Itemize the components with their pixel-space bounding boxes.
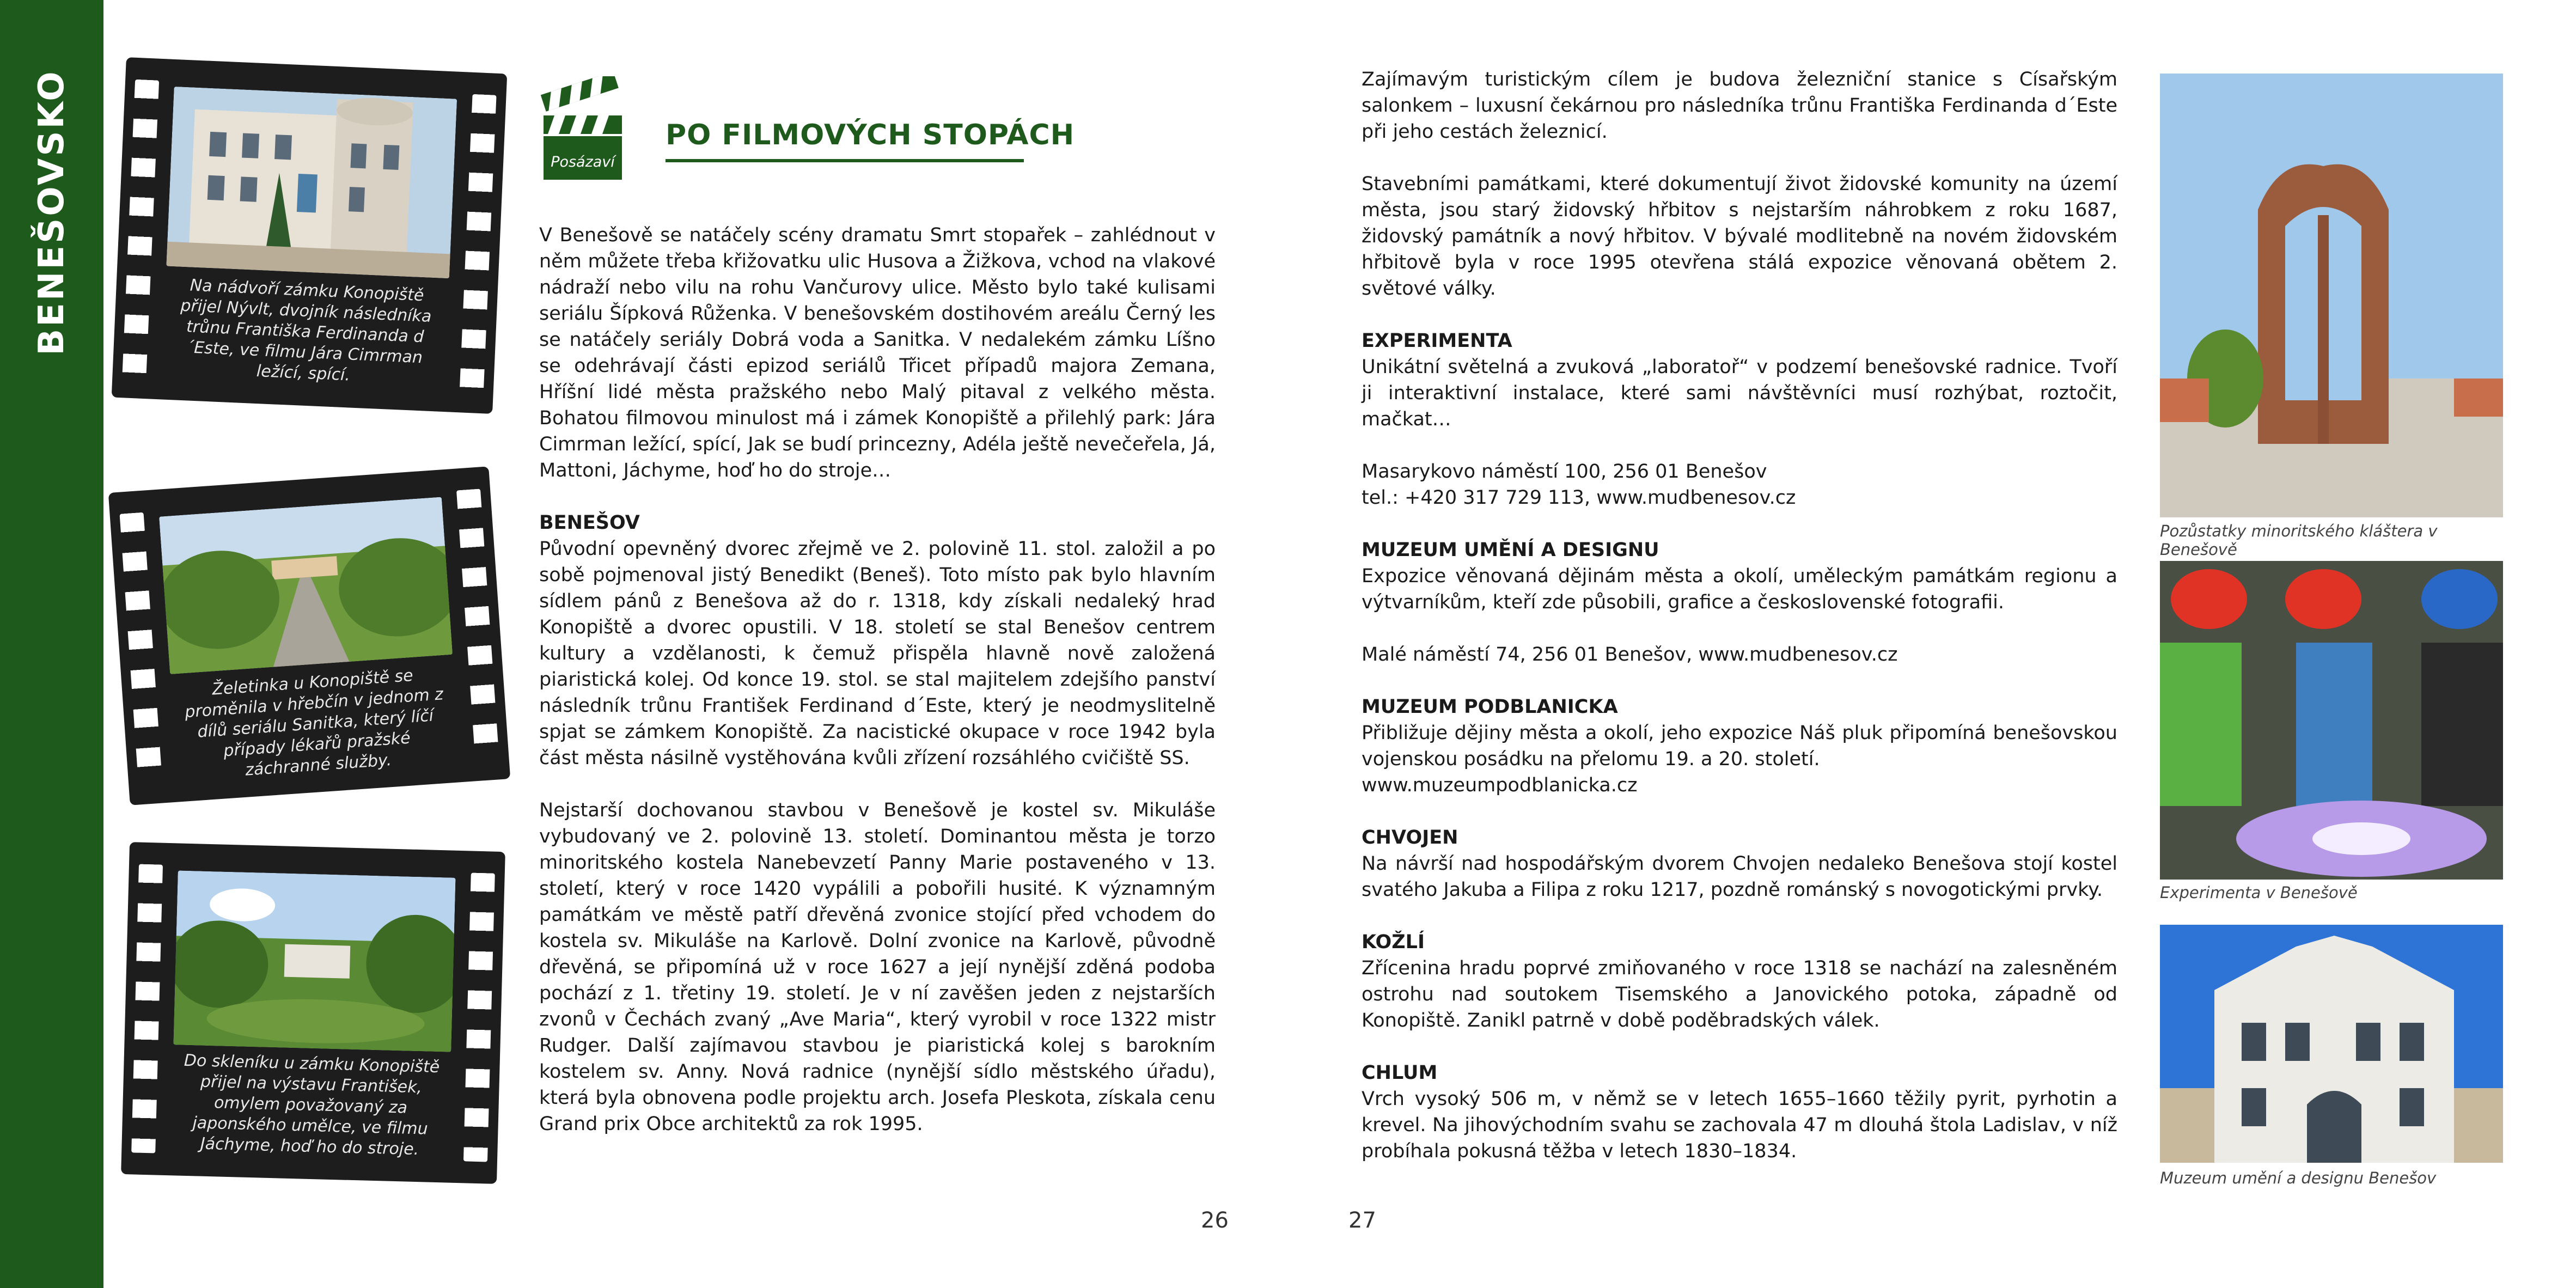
station-paragraph: Zajímavým turistickým cílem je budova železniční stanice s Císařským salonkem – luxusní čekárnou pro následníka trůnu Františka Ferdinanda d´Este při jeho cestách železnicí. bbox=[1362, 69, 2117, 143]
photo-konopiste-courtyard bbox=[166, 87, 457, 278]
photo-zeletinka-alley bbox=[159, 497, 453, 674]
museum-art-address: Malé náměstí 74, 256 01 Benešov, www.mudbenesov.cz bbox=[1362, 644, 1898, 666]
history-paragraph: Nejstarší dochovanou stavbou v Benešově je kostel sv. Mikuláše vybudovaný ve 2. polovině 13. století. Dominantou města je torzo minoritského kostela Nanebevzetí Panny Marie postaveného v 13. století, který v roce 1420 vypálili a pobořili husité. K významným památkám ve městě patří dřevěná zvonice stojící před vchodem do kostela sv. Mikuláše na Karlově. Dolní zvonice na Karlově, původně dřevěná, se připomíná už v roce 1627 a její nynější zděná podoba pochází z 1. třetiny 19. století. Je v ní zavěšen jeden z nejstarších zvonů v Čechách zvaný „Ave Maria“, který vyrobil v roce 1322 mistr Rudger. Další zajímavou stavbou je piaristická kolej s barokním kostelem sv. Anny. Nová radnice (nynější sídlo městského úřadu), která byla obnovena podle projektu arch. Josefa Pleskota, získala cenu Grand prix Obce architektů za rok 1995. bbox=[539, 799, 1216, 1135]
kozli-paragraph: Zřícenina hradu poprvé zmiňovaného v roce 1318 se nachází na zalesněném ostrohu nad soutokem Tisemského a Janovického potoka, západně od Konopiště. Zanikl patrně v době poděbradských válek. bbox=[1362, 957, 2117, 1031]
photo-caption-3: Muzeum umění a designu Benešov bbox=[2160, 1169, 2437, 1187]
experimenta-address: Masarykovo náměstí 100, 256 01 Benešov bbox=[1362, 461, 1767, 483]
heading-underline bbox=[666, 159, 1024, 162]
film-perforation bbox=[460, 94, 497, 392]
sidebar-title: BENEŠOVSKO bbox=[32, 69, 72, 356]
photo-museum-building bbox=[2160, 925, 2503, 1163]
left-text-column bbox=[539, 222, 1216, 1163]
section-title-chvojen: CHVOJEN bbox=[1362, 827, 1458, 849]
film-strip-1 bbox=[112, 57, 508, 414]
film-perforation bbox=[456, 489, 499, 759]
museum-art-paragraph: Expozice věnovaná dějinám města a okolí, uměleckým památkám regionu a výtvarníkům, kteří zde působili, grafice a československé fotografii. bbox=[1362, 565, 2117, 613]
photo-caption-1: Pozůstatky minoritského kláštera v Benešově bbox=[2160, 522, 2438, 559]
film-perforation bbox=[122, 80, 159, 377]
podblanicka-link[interactable]: www.muzeumpodblanicka.cz bbox=[1362, 774, 1638, 796]
photo-monastery-ruins bbox=[2160, 74, 2503, 517]
section-title-chlum: CHLUM bbox=[1362, 1062, 1438, 1084]
page-heading: PO FILMOVÝCH STOPÁCH bbox=[666, 119, 1075, 151]
film-caption-1: Na nádvoří zámku Konopiště přijel Nývlt, dvojník následníka trůnu Františka Ferdinanda d´Este, ve filmu Jára Cimrman ležící, spící. bbox=[180, 276, 432, 385]
film-strip-3 bbox=[121, 842, 505, 1184]
jewish-paragraph: Stavebními památkami, které dokumentují život židovské komunity na území města, jsou starý židovský hřbitov s nejstarším náhrobkem z roku 1687, židovský památník a nový hřbitov. V bývalé modlitebně na novém židovském hřbitově byla v roce 1995 otevřena stálá expozice věnovaná obětem 2. světové války. bbox=[1362, 173, 2117, 300]
film-perforation bbox=[120, 512, 162, 783]
sidebar-band bbox=[0, 0, 103, 1288]
chvojen-paragraph: Na návrší nad hospodářským dvorem Chvojen nedaleko Benešova stojí kostel svatého Jakuba a Filipa z roku 1217, pozdně románský s novogotickými prvky. bbox=[1362, 853, 2117, 901]
page-number-left: 26 bbox=[1201, 1208, 1229, 1233]
film-strip-2 bbox=[108, 466, 510, 805]
chlum-paragraph: Vrch vysoký 506 m, v němž se v letech 1655–1660 těžily pyrit, pyrhotin a krevel. Na jihovýchodním svahu se zachovala 47 m dlouhá štola Ladislav, v níž probíhala pokusná těžba v letech 1830–1834. bbox=[1362, 1088, 2117, 1162]
section-title-experimenta: EXPERIMENTA bbox=[1362, 330, 1512, 352]
film-perforation bbox=[463, 872, 495, 1162]
photo-experimenta bbox=[2160, 561, 2503, 880]
film-caption-3: Do skleníku u zámku Konopiště přijel na výstavu František, omylem považovaný za japonského umělce, ve filmu Jáchyme, hoď ho do stroje. bbox=[184, 1051, 440, 1159]
clapperboard-label: Posázaví bbox=[551, 154, 615, 170]
right-text-column bbox=[1362, 66, 2117, 1191]
intro-paragraph: V Benešově se natáčely scény dramatu Smrt stopařek – zahlédnout v něm můžete třeba křižovatku ulic Husova a Žižkova, vchod na vlakové nádraží nebo vilu na rohu Vančurovy ulice. Město bylo také kulisami seriálu Šípková Růženka. V benešovském dostihovém areálu Černý les se natáčely seriály Dobrá voda a Sanitka. V nedalekém zámku Líšno se odehrávají části epizod seriálů Třicet případů majora Zemana, Hříšní lidé města pražského nebo Malý pitaval z velkého města. Bohatou filmovou minulost má i zámek Konopiště a přilehlý park: Jára Cimrman ležící, spící, Jak se budí princezny, Adéla ještě nevečeřela, Já, Mattoni, Jáchyme, hoď ho do stroje… bbox=[539, 224, 1216, 481]
page-number-right: 27 bbox=[1348, 1208, 1376, 1233]
experimenta-paragraph: Unikátní světelná a zvuková „laboratoř“ v podzemí benešovské radnice. Tvoří ji interaktivní instalace, které sami návštěvníci musí rozhýbat, roztočit, mačkat… bbox=[1362, 356, 2117, 430]
section-title-museum-art: MUZEUM UMĚNÍ A DESIGNU bbox=[1362, 539, 1659, 561]
photo-greenhouse-park bbox=[173, 870, 455, 1052]
film-caption-2: Želetinka u Konopiště se proměnila v hřebčín v jednom z dílů seriálu Sanitka, který líčí případy lékařů pražské záchranné služby. bbox=[184, 666, 444, 780]
photo-caption-2: Experimenta v Benešově bbox=[2160, 883, 2358, 902]
podblanicka-paragraph: Přibližuje dějiny města a okolí, jeho expozice Náš pluk připomíná benešovskou vojenskou posádku na přelomu 19. a 20. století. bbox=[1362, 722, 2117, 770]
section-title-kozli: KOŽLÍ bbox=[1362, 931, 1425, 953]
experimenta-contact: tel.: +420 317 729 113, www.mudbenesov.cz bbox=[1362, 487, 1796, 509]
clapperboard-icon bbox=[539, 76, 626, 180]
film-perforation bbox=[131, 864, 163, 1153]
section-title-benesov: BENEŠOV bbox=[539, 512, 640, 534]
section-title-podblanicka: MUZEUM PODBLANICKA bbox=[1362, 696, 1618, 718]
benesov-paragraph: Původní opevněný dvorec zřejmě ve 2. polovině 11. stol. založil a po sobě pojmenoval jistý Benedikt (Beneš). Toto místo pak bylo hlavním sídlem pánů z Benešova až do r. 1318, kdy získali nedaleký hrad Konopiště a dvorec opustili. V 18. století se stal Benešov centrem kultury a vzdělanosti, k čemuž přispěla hlavně nově založená piaristická kolej. Od konce 19. stol. se stal majitelem zdejšího panství následník trůnu František Ferdinand d´Este, který je neodmyslitelně spjat se zámkem Konopiště. Za nacistické okupace v roce 1942 byla část města násilně vystěhována kvůli zřízení rozsáhlého cvičiště SS. bbox=[539, 538, 1216, 769]
sidebar-title-box bbox=[0, 71, 103, 354]
